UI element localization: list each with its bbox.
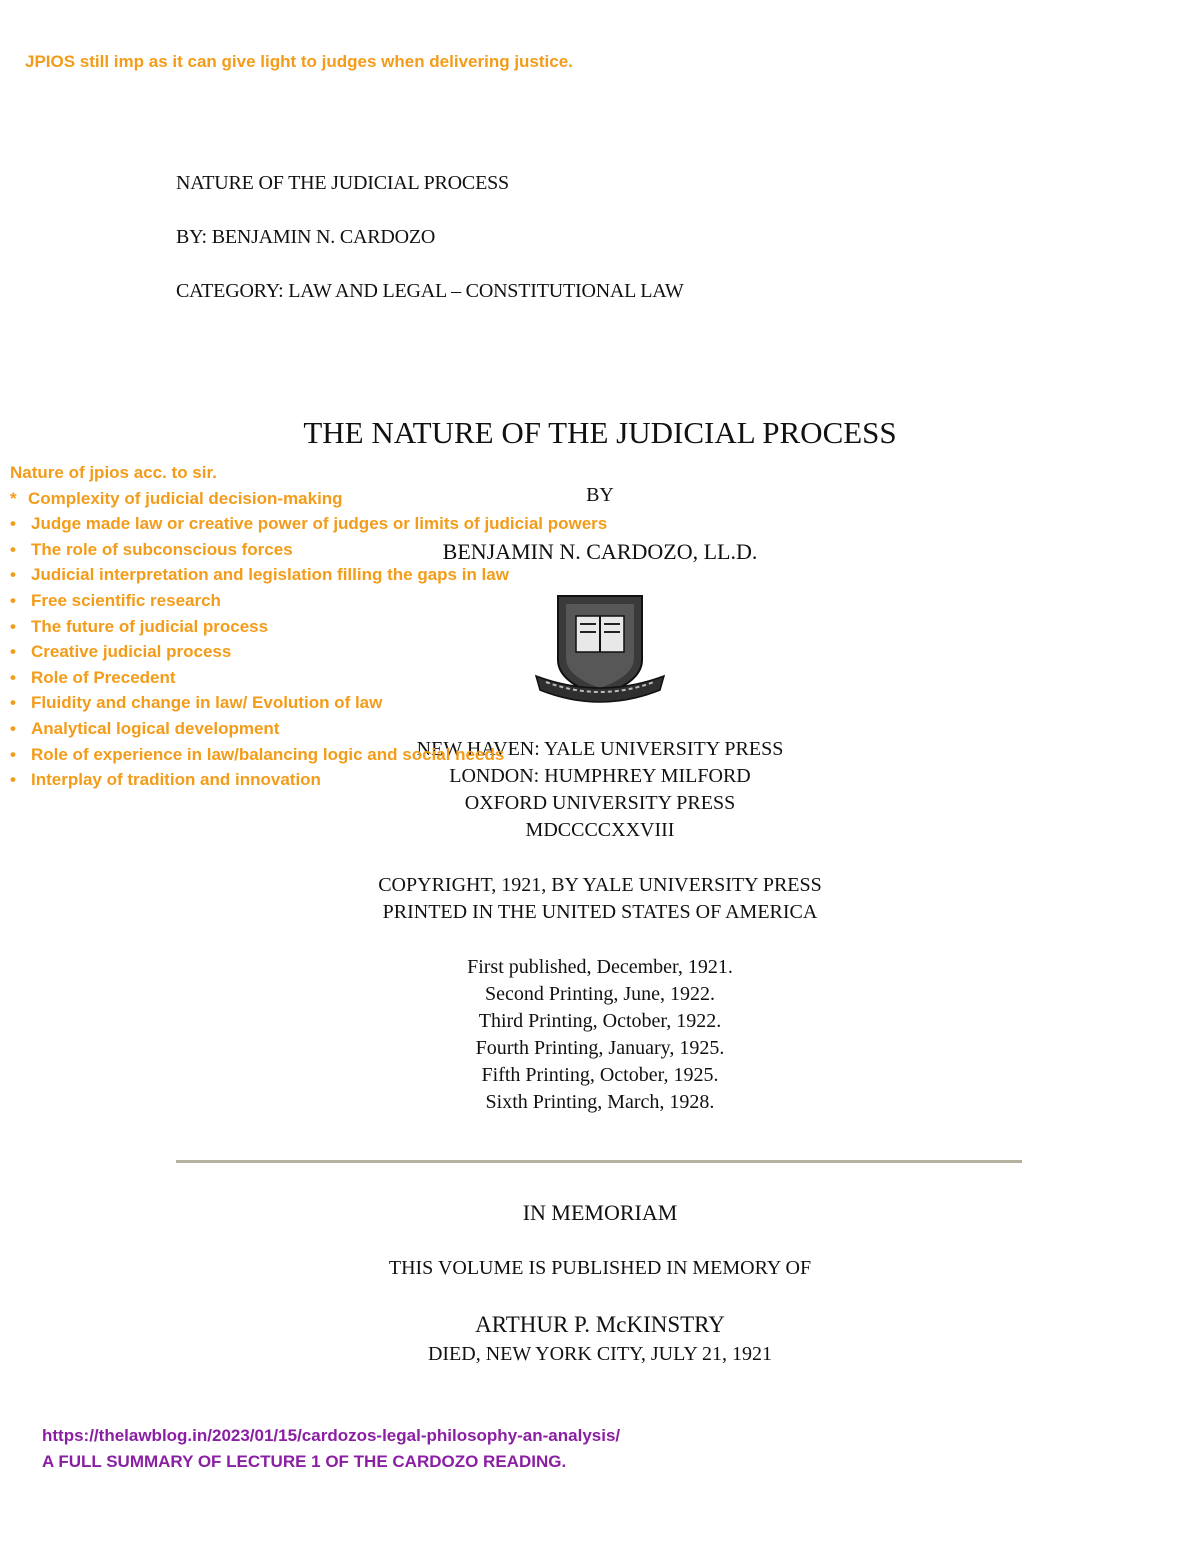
note-item: • Creative judicial process bbox=[10, 639, 607, 665]
printing-line: Sixth Printing, March, 1928. bbox=[485, 1091, 715, 1113]
bullet-marker: • bbox=[10, 514, 16, 534]
note-item: • The future of judicial process bbox=[10, 614, 607, 640]
note-item: • Interplay of tradition and innovation bbox=[10, 767, 607, 793]
printing-history bbox=[0, 954, 1200, 1116]
memoriam-name: ARTHUR P. McKINSTRY bbox=[475, 1312, 725, 1337]
note-item: • Role of Precedent bbox=[10, 665, 607, 691]
publisher-line: NEW HAVEN: YALE UNIVERSITY PRESS bbox=[416, 738, 784, 760]
bullet-marker: • bbox=[10, 744, 16, 764]
meta-category: CATEGORY: LAW AND LEGAL – CONSTITUTIONAL LAW bbox=[176, 280, 684, 302]
note-item: • Free scientific research bbox=[10, 588, 607, 614]
top-annotation: JPIOS still imp as it can give light to judges when delivering justice. bbox=[25, 52, 573, 71]
printing-line: First published, December, 1921. bbox=[467, 956, 733, 978]
bullet-marker: • bbox=[10, 642, 16, 662]
book-title: THE NATURE OF THE JUDICIAL PROCESS bbox=[303, 415, 897, 450]
copyright-line: COPYRIGHT, 1921, BY YALE UNIVERSITY PRESS bbox=[378, 874, 822, 896]
bullet-marker: • bbox=[10, 539, 16, 559]
copyright-line: PRINTED IN THE UNITED STATES OF AMERICA bbox=[382, 901, 818, 923]
reference-link[interactable]: https://thelawblog.in/2023/01/15/cardozos-legal-philosophy-an-analysis/ bbox=[42, 1426, 621, 1445]
memoriam-line: THIS VOLUME IS PUBLISHED IN MEMORY OF bbox=[388, 1257, 812, 1279]
summary-note: A FULL SUMMARY OF LECTURE 1 OF THE CARDOZO READING. bbox=[42, 1452, 567, 1471]
publisher-line: LONDON: HUMPHREY MILFORD bbox=[449, 765, 751, 787]
copyright-block bbox=[0, 872, 1200, 926]
section-divider bbox=[176, 1160, 1022, 1163]
note-item: • Analytical logical development bbox=[10, 716, 607, 742]
note-item: • Role of experience in law/balancing logic and social needs bbox=[10, 742, 607, 768]
printing-line: Fifth Printing, October, 1925. bbox=[481, 1064, 719, 1086]
printing-line: Third Printing, October, 1922. bbox=[478, 1010, 722, 1032]
notes-overlay bbox=[10, 460, 607, 793]
note-item: • Fluidity and change in law/ Evolution of law bbox=[10, 690, 607, 716]
bullet-marker: • bbox=[10, 770, 16, 790]
printing-line: Second Printing, June, 1922. bbox=[485, 983, 715, 1005]
notes-heading: Nature of jpios acc. to sir. bbox=[10, 463, 217, 482]
bullet-marker: • bbox=[10, 693, 16, 713]
book-author: BENJAMIN N. CARDOZO, LL.D. bbox=[442, 539, 758, 564]
memoriam-died: DIED, NEW YORK CITY, JULY 21, 1921 bbox=[427, 1343, 773, 1365]
bullet-marker: • bbox=[10, 718, 16, 738]
bullet-marker: • bbox=[10, 565, 16, 585]
asterisk-marker: * bbox=[10, 488, 17, 508]
note-item: • The role of subconscious forces bbox=[10, 537, 607, 563]
bullet-marker: • bbox=[10, 667, 16, 687]
book-by: BY bbox=[586, 484, 614, 506]
bullet-marker: • bbox=[10, 590, 16, 610]
note-item: • Judge made law or creative power of judges or limits of judicial powers bbox=[10, 511, 607, 537]
publisher-line: MDCCCCXXVIII bbox=[525, 819, 675, 841]
publisher-line: OXFORD UNIVERSITY PRESS bbox=[464, 792, 736, 814]
bullet-marker: • bbox=[10, 616, 16, 636]
printing-line: Fourth Printing, January, 1925. bbox=[475, 1037, 725, 1059]
meta-author: BY: BENJAMIN N. CARDOZO bbox=[176, 226, 436, 248]
note-item: • Judicial interpretation and legislation filling the gaps in law bbox=[10, 562, 607, 588]
meta-title: NATURE OF THE JUDICIAL PROCESS bbox=[176, 172, 509, 194]
memoriam-heading: IN MEMORIAM bbox=[522, 1200, 678, 1225]
note-item: * Complexity of judicial decision-making bbox=[10, 486, 607, 512]
